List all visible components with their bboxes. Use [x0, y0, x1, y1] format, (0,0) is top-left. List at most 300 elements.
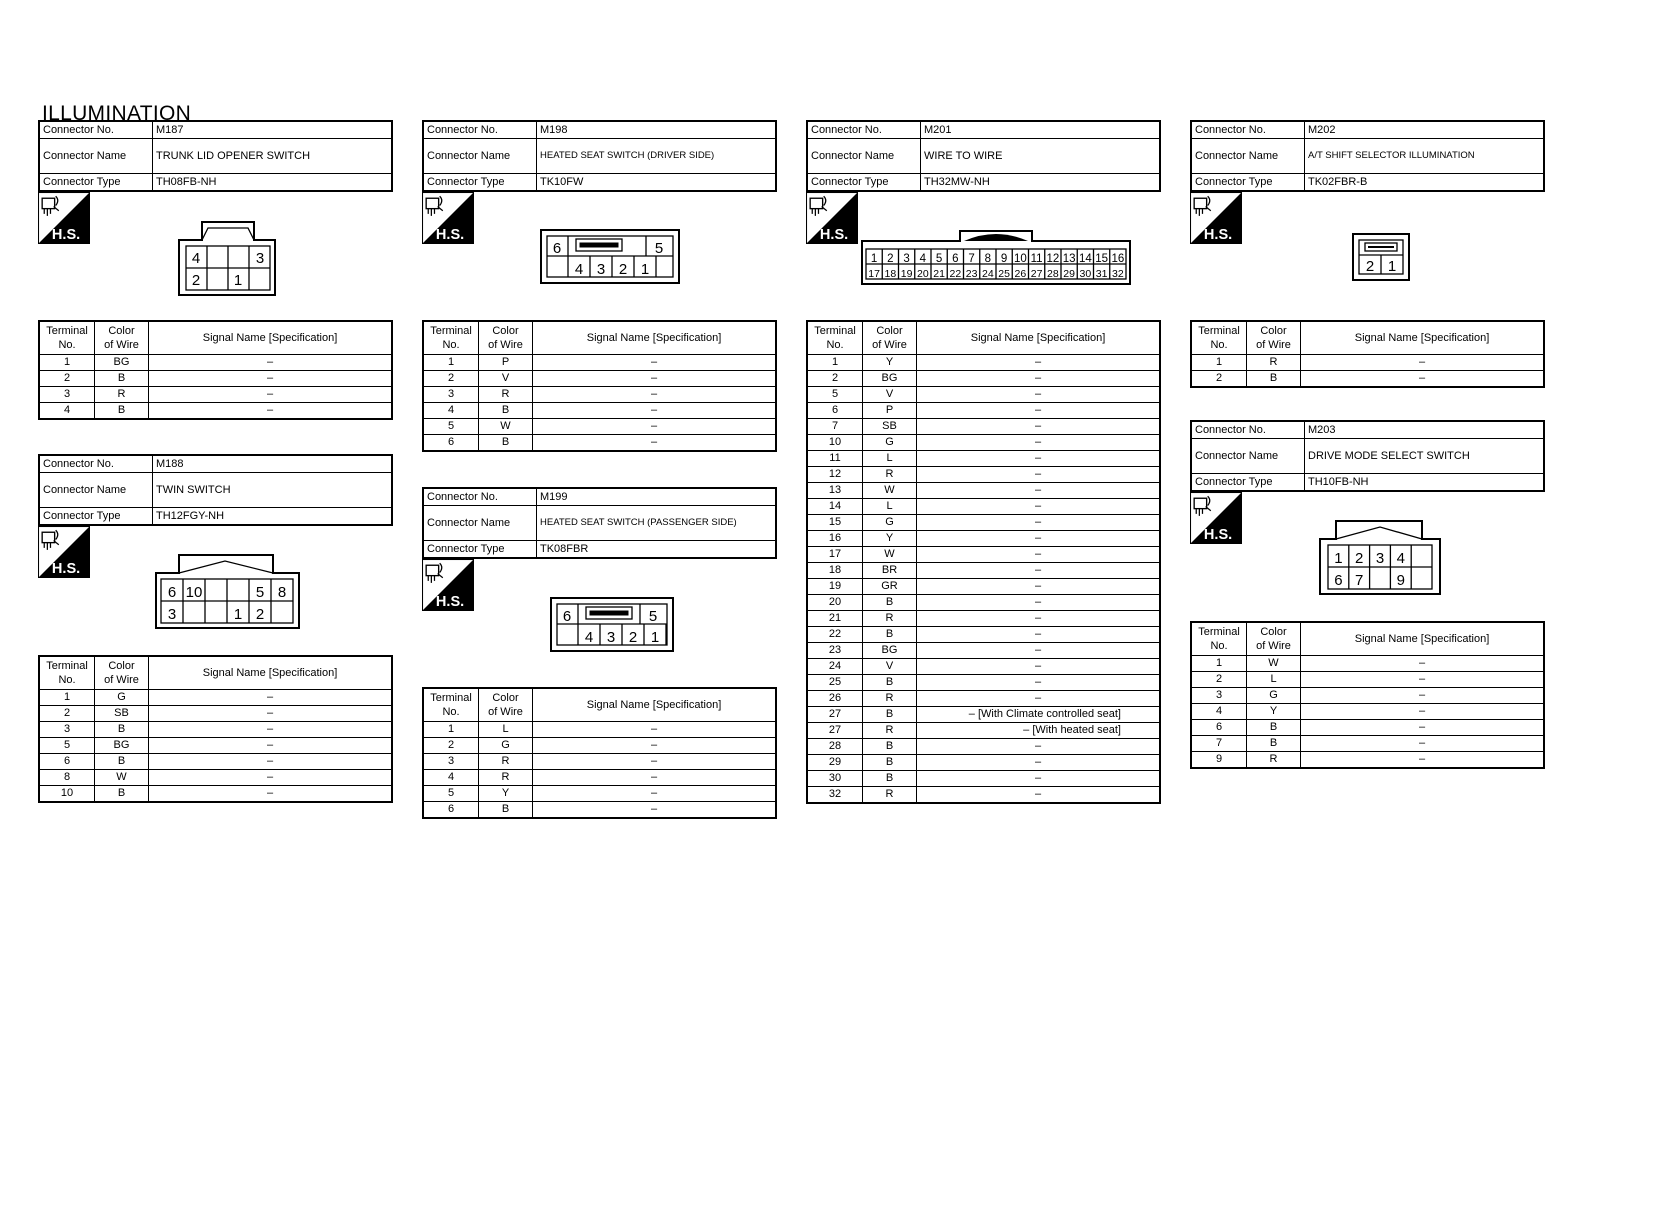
wire-color: R [863, 723, 917, 739]
terminal-no: 6 [1191, 720, 1247, 736]
terminal-table-m201 [806, 320, 1161, 804]
terminal-no: 27 [807, 723, 863, 739]
wire-color: W [1247, 656, 1301, 672]
table-row [807, 659, 1160, 675]
terminal-no: 7 [807, 419, 863, 435]
col-color-line1: Color [492, 325, 519, 337]
terminal-no: 3 [423, 754, 479, 770]
terminal-no: 1 [807, 355, 863, 371]
terminal-no: 6 [423, 435, 479, 452]
cavity-number: 3 [255, 250, 265, 267]
cavity-number: 1 [870, 253, 878, 265]
signal-name: – [917, 403, 1161, 419]
cavity-number: 17 [868, 268, 880, 280]
wire-color: B [95, 754, 149, 770]
wire-color: SB [863, 419, 917, 435]
col-color-line1: Color [1260, 626, 1287, 638]
hs-harness-side-icon [806, 192, 858, 244]
signal-name: – [With Climate controlled seat] [917, 707, 1161, 723]
signal-name: – [917, 467, 1161, 483]
terminal-no: 23 [807, 643, 863, 659]
terminal-no: 3 [39, 387, 95, 403]
cavity-number: 10 [185, 584, 203, 601]
col-color-of-wire [95, 321, 149, 355]
col-signal-name: Signal Name [Specification] [533, 688, 777, 722]
col-terminal-no [1191, 622, 1247, 656]
signal-name: – [917, 643, 1161, 659]
col-color-line2: of Wire [488, 339, 523, 351]
connector-info-table [806, 120, 1161, 192]
table-row [807, 611, 1160, 627]
cavity-number: 29 [1063, 268, 1075, 280]
signal-name: – [533, 419, 777, 435]
value-connector-type: TK02FBR-B [1305, 174, 1545, 192]
signal-name: – [1301, 371, 1545, 388]
wire-color: R [863, 787, 917, 804]
terminal-no: 1 [39, 355, 95, 371]
signal-name: – [149, 706, 393, 722]
cavity-number: 8 [277, 584, 287, 601]
value-connector-name: HEATED SEAT SWITCH (DRIVER SIDE) [537, 139, 777, 174]
signal-name: – [917, 755, 1161, 771]
cavity-number: 7 [1355, 572, 1364, 589]
terminal-no: 12 [807, 467, 863, 483]
table-row [423, 371, 776, 387]
label-connector-no: Connector No. [39, 455, 153, 473]
table-row [39, 722, 392, 738]
table-row [807, 739, 1160, 755]
wire-color: G [479, 738, 533, 754]
terminal-no: 4 [423, 403, 479, 419]
table-row [39, 690, 392, 706]
terminal-no: 29 [807, 755, 863, 771]
col-terminal-line2: No. [58, 674, 76, 686]
label-connector-name: Connector Name [1191, 439, 1305, 474]
hs-harness-side-icon [38, 526, 90, 578]
signal-name: – [1301, 752, 1545, 769]
cavity-number: 4 [574, 261, 584, 278]
connector-header-m187 [38, 120, 393, 192]
table-row [807, 515, 1160, 531]
value-connector-name: TRUNK LID OPENER SWITCH [153, 139, 393, 174]
cavity-number: 6 [167, 584, 177, 601]
cavity-number: 24 [982, 268, 994, 280]
wire-color: B [863, 675, 917, 691]
signal-name: – [149, 786, 393, 803]
signal-name: – [1301, 355, 1545, 371]
signal-name: – [917, 739, 1161, 755]
value-connector-type: TH12FGY-NH [153, 508, 393, 526]
col-terminal-no [39, 321, 95, 355]
value-connector-name: HEATED SEAT SWITCH (PASSENGER SIDE) [537, 506, 777, 541]
cavity-number: 4 [1396, 550, 1405, 567]
value-connector-no: M198 [537, 121, 777, 139]
table-row [807, 387, 1160, 403]
signal-name: – [1301, 656, 1545, 672]
value-connector-no: M188 [153, 455, 393, 473]
table-row [39, 371, 392, 387]
wire-color: W [863, 483, 917, 499]
hs-badge-label: H.S. [435, 226, 465, 243]
hs-badge-label: H.S. [1203, 526, 1233, 543]
table-row [39, 387, 392, 403]
table-row [807, 643, 1160, 659]
label-connector-type: Connector Type [423, 541, 537, 559]
signal-name: – [917, 691, 1161, 707]
signal-name: – [1301, 688, 1545, 704]
cavity-number: 27 [1030, 268, 1043, 280]
signal-name: – [917, 515, 1161, 531]
table-row [807, 595, 1160, 611]
label-connector-type: Connector Type [423, 174, 537, 192]
value-connector-no: M202 [1305, 121, 1545, 139]
col-color-of-wire [1247, 622, 1301, 656]
cavity-number: 2 [618, 261, 628, 278]
wire-color: L [479, 722, 533, 738]
cavity-number: 6 [1334, 572, 1343, 589]
col-color-line1: Color [108, 325, 135, 337]
col-color-line2: of Wire [1256, 339, 1291, 351]
col-signal-name: Signal Name [Specification] [149, 321, 393, 355]
table-row [423, 722, 776, 738]
signal-name: – [917, 371, 1161, 387]
connector-info-table [38, 120, 393, 192]
wire-color: B [863, 771, 917, 787]
wire-color: G [863, 435, 917, 451]
table-row [1191, 656, 1544, 672]
value-connector-type: TK08FBR [537, 541, 777, 559]
terminal-table-m202 [1190, 320, 1545, 388]
connector-info-table [38, 454, 393, 526]
cavity-number: 1 [1387, 258, 1397, 275]
wire-color: V [863, 387, 917, 403]
col-color-of-wire [95, 656, 149, 690]
wire-color: B [479, 403, 533, 419]
signal-name: – [149, 690, 393, 706]
signal-name: – [149, 371, 393, 387]
cavity-number: 21 [933, 268, 945, 280]
signal-name: – [917, 387, 1161, 403]
table-row [807, 771, 1160, 787]
cavity-number: 1 [233, 606, 243, 623]
terminal-no: 3 [1191, 688, 1247, 704]
signal-name: – [917, 563, 1161, 579]
table-row [423, 802, 776, 819]
connector-face-m187 [178, 220, 278, 298]
col-color-line2: of Wire [872, 339, 907, 351]
signal-name: – [917, 483, 1161, 499]
col-terminal-no [423, 321, 479, 355]
table-row [39, 738, 392, 754]
label-connector-name: Connector Name [423, 506, 537, 541]
col-color-of-wire [863, 321, 917, 355]
signal-name: – [1301, 736, 1545, 752]
label-connector-type: Connector Type [39, 174, 153, 192]
table-row [807, 723, 1160, 739]
signal-name: – [149, 770, 393, 786]
col-color-line2: of Wire [104, 339, 139, 351]
col-terminal-line1: Terminal [430, 325, 472, 337]
terminal-no: 2 [39, 371, 95, 387]
cavity-number: 2 [1355, 550, 1364, 567]
table-row [807, 531, 1160, 547]
wire-color: V [479, 371, 533, 387]
table-row [1191, 720, 1544, 736]
signal-name: – [533, 754, 777, 770]
label-connector-name: Connector Name [807, 139, 921, 174]
table-row [423, 738, 776, 754]
terminal-no: 1 [423, 355, 479, 371]
cavity-number: 12 [1046, 253, 1060, 265]
table-row [1191, 371, 1544, 388]
connector-face-m188 [155, 553, 301, 630]
cavity-number: 1 [640, 261, 650, 278]
cavity-number: 26 [1014, 268, 1027, 280]
signal-name: – [149, 387, 393, 403]
table-row [39, 786, 392, 803]
terminal-no: 20 [807, 595, 863, 611]
signal-name: – [917, 435, 1161, 451]
col-terminal-line1: Terminal [46, 325, 88, 337]
cavity-number: 32 [1112, 268, 1124, 280]
table-row [807, 483, 1160, 499]
connector-info-table [422, 120, 777, 192]
signal-name: – [1301, 720, 1545, 736]
cavity-number: 11 [1030, 253, 1043, 265]
col-terminal-line1: Terminal [46, 660, 88, 672]
terminal-no: 2 [423, 738, 479, 754]
hs-badge-label: H.S. [1203, 226, 1233, 243]
cavity-number: 16 [1111, 253, 1125, 265]
signal-name: – [533, 770, 777, 786]
terminal-table-m187 [38, 320, 393, 420]
cavity-number: 3 [903, 253, 910, 265]
cavity-number: 3 [1375, 550, 1385, 567]
wire-color: L [1247, 672, 1301, 688]
terminal-no: 5 [807, 387, 863, 403]
terminal-no: 28 [807, 739, 863, 755]
signal-name: – [1301, 672, 1545, 688]
label-connector-type: Connector Type [1191, 474, 1305, 492]
col-color-line2: of Wire [1256, 640, 1291, 652]
signal-name: – [533, 435, 777, 452]
table-row [807, 787, 1160, 804]
wire-color: B [479, 435, 533, 452]
signal-name: – [917, 611, 1161, 627]
cavity-number: 2 [887, 253, 894, 265]
wire-color: L [863, 499, 917, 515]
table-row [1191, 736, 1544, 752]
wire-color: BG [863, 371, 917, 387]
col-terminal-no [1191, 321, 1247, 355]
terminal-no: 21 [807, 611, 863, 627]
hs-harness-side-icon [38, 192, 90, 244]
wire-color: B [1247, 371, 1301, 388]
signal-name: – [149, 754, 393, 770]
signal-name: – [917, 499, 1161, 515]
terminal-no: 4 [1191, 704, 1247, 720]
table-row [423, 435, 776, 452]
table-row [423, 355, 776, 371]
col-terminal-no [423, 688, 479, 722]
col-color-of-wire [479, 688, 533, 722]
value-connector-no: M201 [921, 121, 1161, 139]
connector-header-m198 [422, 120, 777, 192]
cavity-number: 5 [654, 240, 664, 257]
wire-color: P [863, 403, 917, 419]
wire-color: BG [95, 355, 149, 371]
wire-color: B [863, 595, 917, 611]
cavity-number: 9 [1396, 572, 1405, 589]
table-row [807, 707, 1160, 723]
wire-color: G [863, 515, 917, 531]
col-color-line1: Color [876, 325, 903, 337]
hs-harness-side-icon [1190, 492, 1242, 544]
terminal-no: 24 [807, 659, 863, 675]
table-row [807, 547, 1160, 563]
cavity-number: 30 [1079, 268, 1092, 280]
connector-header-m202 [1190, 120, 1545, 192]
terminal-no: 18 [807, 563, 863, 579]
col-terminal-line1: Terminal [814, 325, 856, 337]
cavity-number: 9 [1000, 253, 1008, 265]
col-signal-name: Signal Name [Specification] [1301, 622, 1545, 656]
hs-badge-label: H.S. [819, 226, 849, 243]
signal-name: – [533, 403, 777, 419]
cavity-number: 22 [949, 268, 962, 280]
connector-face-m201 [860, 229, 1132, 287]
table-row [423, 403, 776, 419]
cavity-number: 19 [900, 268, 913, 280]
cavity-number: 4 [584, 629, 594, 646]
cavity-number: 4 [191, 250, 201, 267]
label-connector-no: Connector No. [423, 121, 537, 139]
terminal-no: 3 [423, 387, 479, 403]
hs-harness-side-icon [422, 559, 474, 611]
terminal-no: 19 [807, 579, 863, 595]
wire-color: W [95, 770, 149, 786]
cavity-number: 2 [255, 606, 265, 623]
cavity-number: 14 [1078, 253, 1092, 265]
col-signal-name: Signal Name [Specification] [149, 656, 393, 690]
label-connector-no: Connector No. [807, 121, 921, 139]
terminal-no: 1 [39, 690, 95, 706]
terminal-no: 30 [807, 771, 863, 787]
wire-color: B [479, 802, 533, 819]
label-connector-no: Connector No. [39, 121, 153, 139]
connector-info-table [422, 487, 777, 559]
cavity-number: 1 [650, 629, 660, 646]
table-row [807, 627, 1160, 643]
signal-name: – [917, 451, 1161, 467]
label-connector-no: Connector No. [423, 488, 537, 506]
cavity-number: 5 [648, 608, 658, 625]
cavity-number: 5 [935, 253, 943, 265]
wire-color: Y [863, 355, 917, 371]
cavity-number: 6 [952, 253, 959, 265]
cavity-number: 10 [1013, 253, 1027, 265]
connector-info-table [1190, 420, 1545, 492]
wire-color: R [479, 754, 533, 770]
signal-name: – [1301, 704, 1545, 720]
table-row [1191, 752, 1544, 769]
wire-color: R [95, 387, 149, 403]
col-terminal-line2: No. [442, 706, 460, 718]
wire-color: B [95, 722, 149, 738]
signal-name: – [533, 355, 777, 371]
signal-name: – [With heated seat] [917, 723, 1161, 739]
col-terminal-line1: Terminal [1198, 325, 1240, 337]
terminal-table-m203 [1190, 621, 1545, 769]
table-row [807, 355, 1160, 371]
wire-color: BG [95, 738, 149, 754]
label-connector-type: Connector Type [807, 174, 921, 192]
label-connector-type: Connector Type [1191, 174, 1305, 192]
connector-face-m198 [540, 229, 682, 286]
terminal-no: 25 [807, 675, 863, 691]
signal-name: – [533, 722, 777, 738]
wire-color: B [1247, 720, 1301, 736]
terminal-no: 2 [1191, 371, 1247, 388]
cavity-number: 20 [917, 268, 929, 280]
terminal-no: 22 [807, 627, 863, 643]
cavity-number: 28 [1047, 268, 1059, 280]
cavity-number: 25 [998, 268, 1010, 280]
hs-badge-label: H.S. [435, 593, 465, 610]
terminal-no: 2 [1191, 672, 1247, 688]
cavity-number: 3 [167, 606, 177, 623]
label-connector-name: Connector Name [39, 139, 153, 174]
wire-color: G [1247, 688, 1301, 704]
signal-name: – [533, 371, 777, 387]
col-terminal-line2: No. [826, 339, 844, 351]
wire-color: GR [863, 579, 917, 595]
col-terminal-line2: No. [442, 339, 460, 351]
label-connector-name: Connector Name [39, 473, 153, 508]
terminal-no: 4 [423, 770, 479, 786]
label-connector-name: Connector Name [1191, 139, 1305, 174]
col-terminal-line2: No. [1210, 339, 1228, 351]
terminal-no: 2 [807, 371, 863, 387]
col-color-line2: of Wire [104, 674, 139, 686]
connector-info-table [1190, 120, 1545, 192]
table-row [1191, 672, 1544, 688]
cavity-number: 3 [596, 261, 606, 278]
table-row [807, 467, 1160, 483]
terminal-no: 1 [1191, 355, 1247, 371]
terminal-no: 5 [423, 419, 479, 435]
terminal-no: 7 [1191, 736, 1247, 752]
table-row [807, 499, 1160, 515]
signal-name: – [917, 531, 1161, 547]
terminal-no: 9 [1191, 752, 1247, 769]
wire-color: R [1247, 355, 1301, 371]
wire-color: B [95, 403, 149, 420]
hs-harness-side-icon [422, 192, 474, 244]
terminal-no: 10 [39, 786, 95, 803]
signal-name: – [917, 579, 1161, 595]
cavity-number: 8 [984, 253, 992, 265]
wire-color: P [479, 355, 533, 371]
signal-name: – [533, 387, 777, 403]
signal-name: – [917, 547, 1161, 563]
terminal-no: 16 [807, 531, 863, 547]
value-connector-type: TH08FB-NH [153, 174, 393, 192]
wire-color: R [1247, 752, 1301, 769]
signal-name: – [917, 419, 1161, 435]
terminal-no: 3 [39, 722, 95, 738]
terminal-no: 5 [423, 786, 479, 802]
